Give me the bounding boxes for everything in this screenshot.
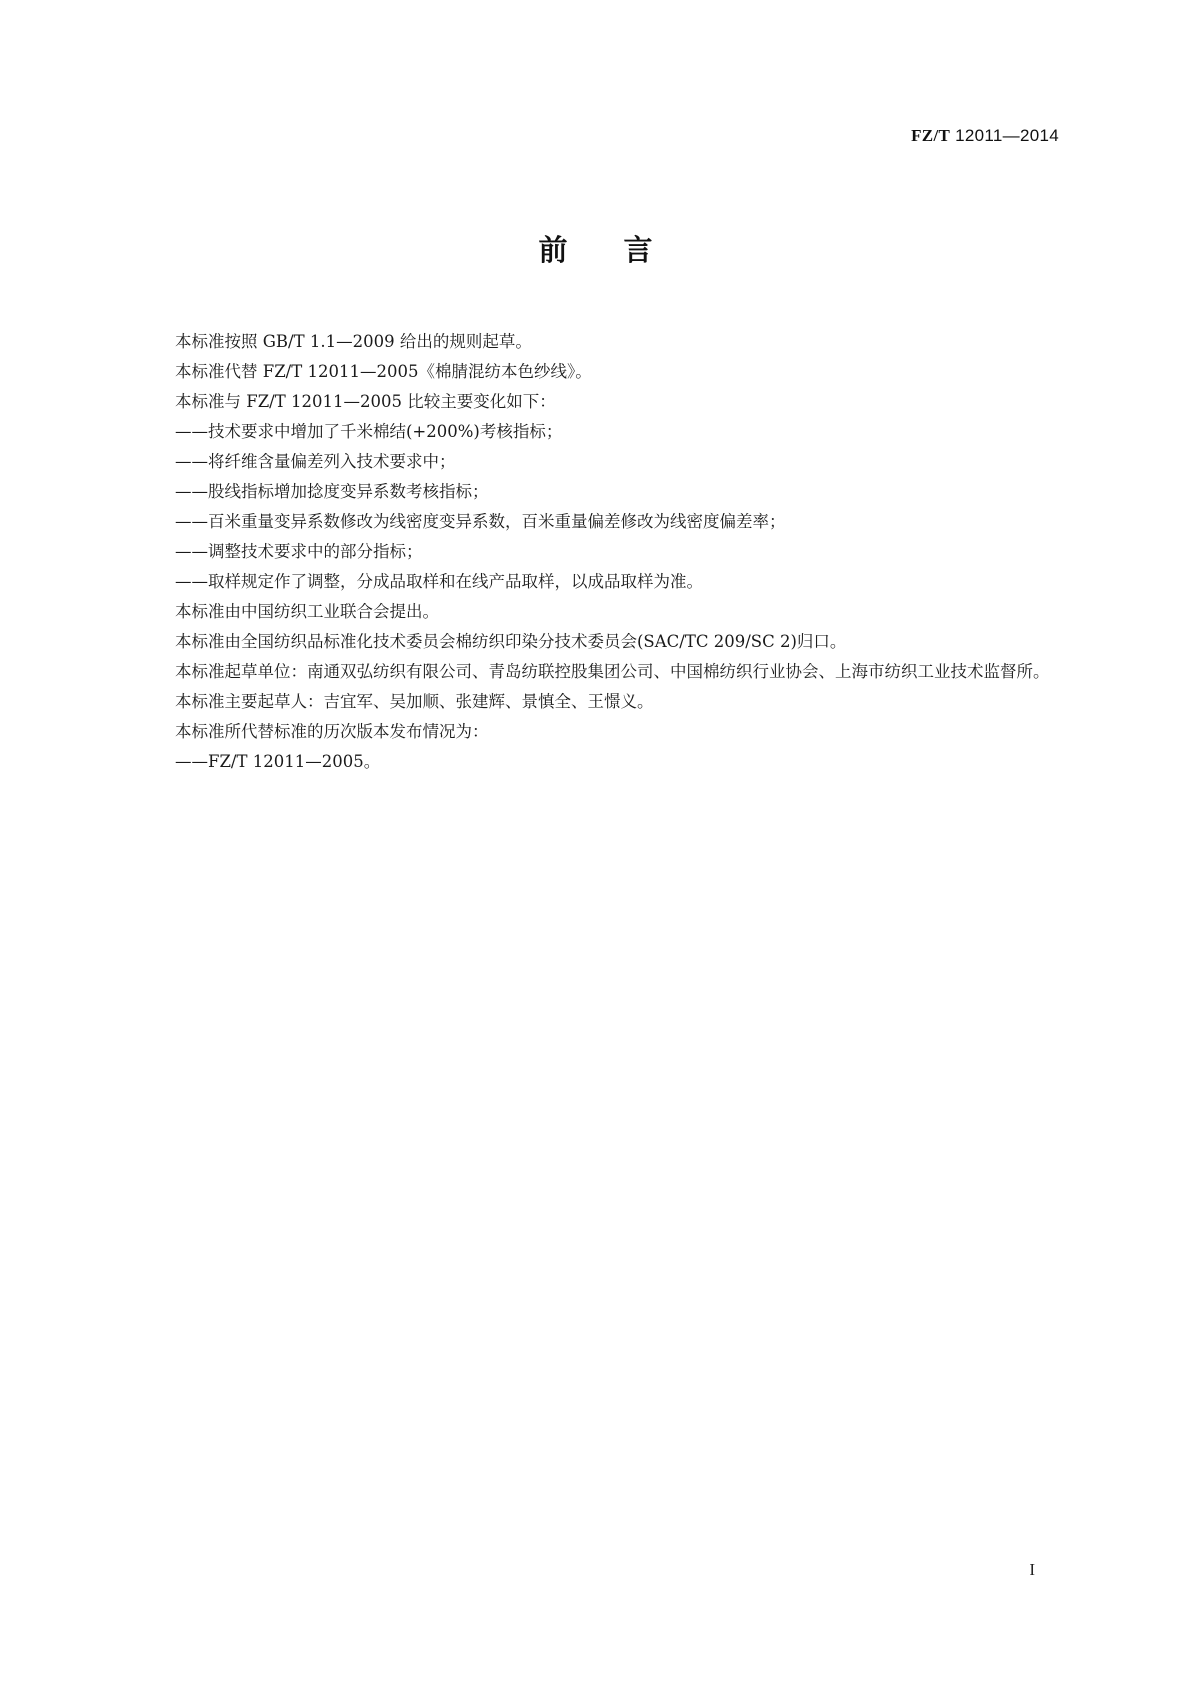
paragraph: 本标准由中国纺织工业联合会提出。 [175,602,439,621]
paragraph: 本标准代替 FZ/T 12011—2005《棉腈混纺本色纱线》。 [175,362,592,381]
page-number: I [1029,1560,1035,1579]
paragraph: 本标准与 FZ/T 12011—2005 比较主要变化如下： [175,392,556,411]
paragraph: 本标准主要起草人：吉宜军、吴加顺、张建辉、景慎全、王憬义。 [175,692,654,711]
foreword-body [141,327,1061,777]
list-item: ——调整技术要求中的部分指标； [175,542,423,561]
paragraph: 本标准起草单位：南通双弘纺织有限公司、青岛纺联控股集团公司、中国棉纺织行业协会、上海市纺织工业技术监督所。 [175,662,1050,681]
document-code-number: 12011—2014 [955,126,1059,145]
paragraph: 本标准按照 GB/T 1.1—2009 给出的规则起草。 [175,332,532,351]
list-item: ——将纤维含量偏差列入技术要求中； [175,452,456,471]
list-item: ——取样规定作了调整，分成品取样和在线产品取样，以成品取样为准。 [175,572,703,591]
paragraph: 本标准由全国纺织品标准化技术委员会棉纺织印染分技术委员会(SAC/TC 209/SC 2)归口。 [175,632,847,651]
document-code [911,126,1059,146]
document-code-prefix: FZ/T [911,126,951,145]
list-item: ——FZ/T 12011—2005。 [175,752,381,771]
list-item: ——技术要求中增加了千米棉结(+200%)考核指标； [175,422,563,441]
list-item: ——股线指标增加捻度变异系数考核指标； [175,482,489,501]
paragraph: 本标准所代替标准的历次版本发布情况为： [175,722,489,741]
list-item: ——百米重量变异系数修改为线密度变异系数，百米重量偏差修改为线密度偏差率； [175,512,786,531]
page-title: 前言 [538,233,709,267]
